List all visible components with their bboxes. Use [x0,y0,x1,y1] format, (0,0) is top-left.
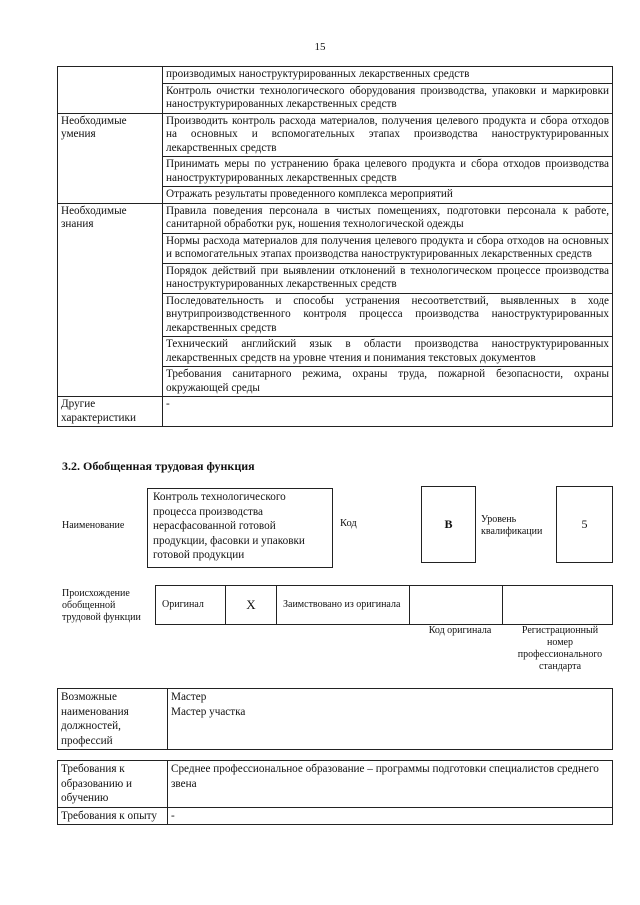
position-item: Мастер участка [171,705,246,718]
code-label: Код [340,518,357,529]
table-cell: Порядок действий при выявлении отклонений в технологическом процессе производства наноструктурированных лекарственных средств [163,263,613,293]
education-label: Требования к образованию и обучению [58,761,168,808]
position-item: Мастер [171,691,207,703]
name-value-box: Контроль технологического процесса производства нерасфасованной готовой продукции, фасовки и упаковки готовой продукции [147,488,333,568]
table-cell: Контроль очистки технологического оборудования производства, упаковки и маркировки наноструктурированных лекарственных средств [163,83,613,113]
table-row [58,397,613,427]
page-number: 15 [314,41,326,53]
experience-label: Требования к опыту [58,807,168,825]
positions-label: Возможные наименования должностей, профессий [58,689,168,750]
table-cell: Последовательность и способы устранения несоответствий, выявленных в ходе внутрипроизводственного контроля процесса производства наноструктурированных лекарственных средств [163,293,613,337]
row-label-knowledge: Необходимые знания [58,203,163,397]
experience-value: - [168,807,613,825]
table-row [58,203,613,233]
table-cell: Принимать меры по устранению брака целевого продукта и сбора отходов производства наноструктурированных лекарственных средств [163,157,613,187]
reg-number-caption: Регистрационный номер профессионального стандарта [517,625,603,672]
table-row [58,67,613,84]
table-cell: производимых наноструктурированных лекарственных средств [163,67,613,84]
borrowed-label: Заимствовано из оригинала [277,586,410,625]
positions-values [168,689,613,750]
origin-label: Происхождение обобщенной трудовой функции [62,588,141,623]
original-mark: X [226,586,277,625]
section-title: 3.2. Обобщенная трудовая функция [62,459,255,473]
code-original-cell [410,586,503,625]
code-original-caption: Код оригинала [428,625,492,636]
code-value-box: B [421,486,476,563]
level-value-box: 5 [556,486,613,563]
positions-table [57,688,613,750]
table-cell: Отражать результаты проведенного комплекса мероприятий [163,187,613,204]
row-label-skills: Необходимые умения [58,113,163,203]
table-cell: Нормы расхода материалов для получения целевого продукта и сбора отходов на основных и вспомогательных этапах производства наноструктурированных лекарственных средств [163,233,613,263]
skills-knowledge-table [57,66,613,427]
table-cell: Технический английский язык в области производства наноструктурированных лекарственных средств на уровне чтения и понимания текстовых документов [163,337,613,367]
requirements-table [57,760,613,825]
table-cell: - [163,397,613,427]
table-cell: Правила поведения персонала в чистых помещениях, подготовки персонала к работе, санитарной обработки рук, ношения технологической одежды [163,203,613,233]
reg-number-cell [503,586,613,625]
row-label-other: Другие характеристики [58,397,163,427]
original-label: Оригинал [156,586,226,625]
name-label: Наименование [62,520,125,531]
origin-table [155,585,613,625]
table-cell: Производить контроль расхода материалов, получения целевого продукта и сбора отходов на основных и вспомогательных этапах производства наноструктурированных лекарственных средств [163,113,613,157]
level-label: Уровень квалификации [481,514,543,537]
education-value: Среднее профессиональное образование – программы подготовки специалистов среднего звена [168,761,613,808]
row-label [58,67,163,114]
table-row [58,113,613,157]
table-cell: Требования санитарного режима, охраны труда, пожарной безопасности, охраны окружающей среды [163,367,613,397]
